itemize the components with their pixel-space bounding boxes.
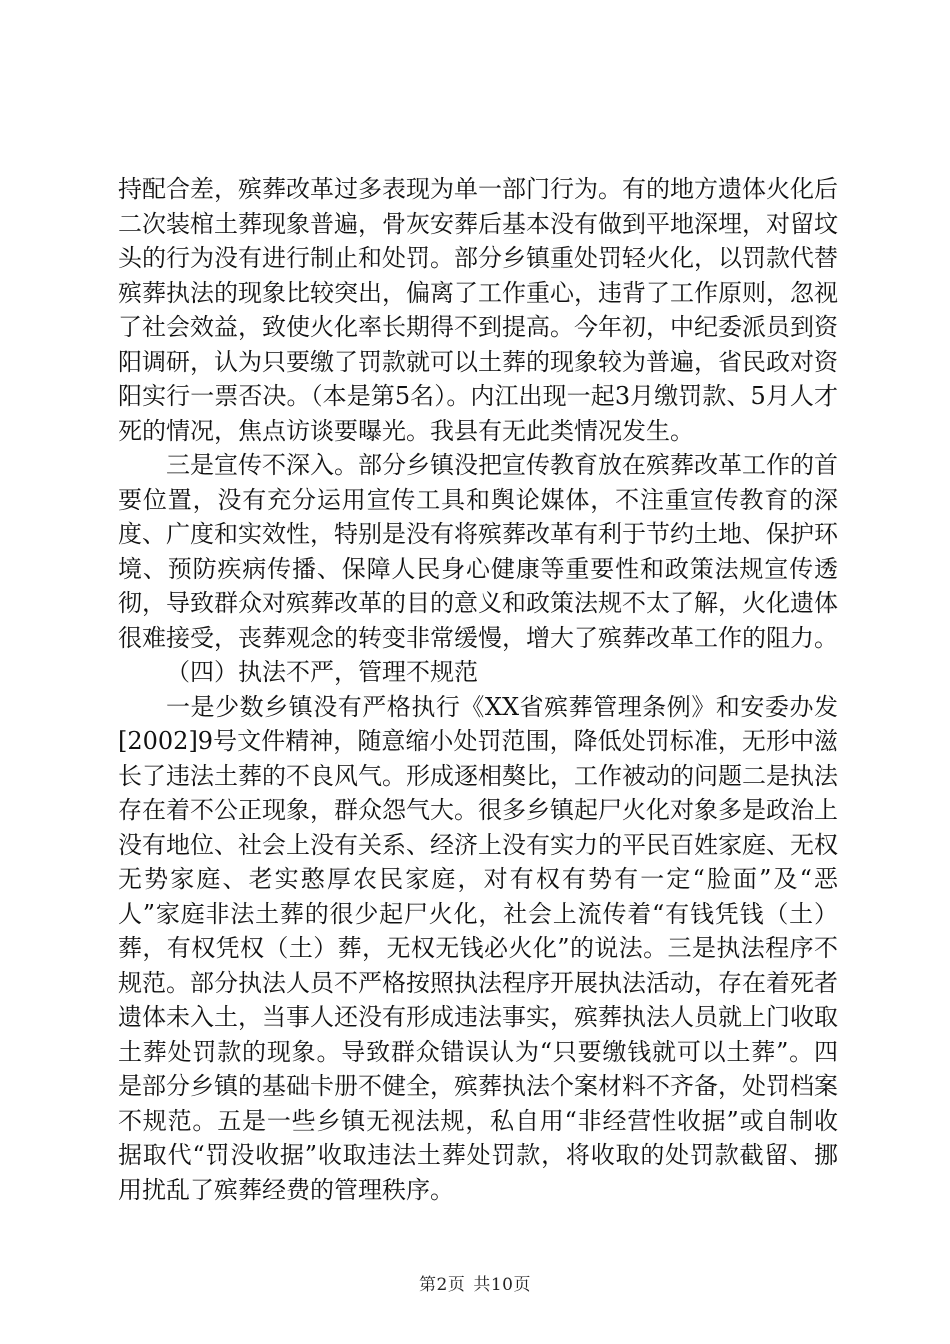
section-heading: （四）执法不严，管理不规范 <box>166 658 478 686</box>
page-footer <box>0 1270 950 1295</box>
paragraph-continuation: 持配合差，殡葬改革过多表现为单一部门行为。有的地方遗体火化后二次装棺土葬现象普遍，骨灰安葬后基本没有做到平地深埋，对留坟头的行为没有进行制止和处罚。部分乡镇重处罚轻火化，以罚款代替殡葬执法的现象比较突出，偏离了工作重心，违背了工作原则，忽视了社会效益，致使火化率长期得不到提高。今年初，中纪委派员到资阳调研，认为只要缴了罚款就可以土葬的现象较为普遍，省民政对资阳实行一票否决。（本是第5名）。内江出现一起3月缴罚款、5月人才死的情况，焦点访谈要曝光。我县有无此类情况发生。 <box>118 175 838 445</box>
page-number: 第2页 <box>419 1275 466 1295</box>
document-body <box>118 172 838 1207</box>
paragraph-publicity: 三是宣传不深入。部分乡镇没把宣传教育放在殡葬改革工作的首要位置，没有充分运用宣传工具和舆论媒体，不注重宣传教育的深度、广度和实效性，特别是没有将殡葬改革有利于节约土地、保护环境、预防疾病传播、保障人民身心健康等重要性和政策法规宣传透彻，导致群众对殡葬改革的目的意义和政策法规不太了解，火化遗体很难接受，丧葬观念的转变非常缓慢，增大了殡葬改革工作的阻力。 <box>118 451 838 652</box>
paragraph-enforcement: 一是少数乡镇没有严格执行《XX省殡葬管理条例》和安委办发[2002]9号文件精神，随意缩小处罚范围，降低处罚标准，无形中滋长了违法土葬的不良风气。形成逐相獒比，工作被动的问题二是执法存在着不公正现象，群众怨气大。很多乡镇起尸火化对象多是政治上没有地位、社会上没有关系、经济上没有实力的平民百姓家庭、无权无势家庭、老实憨厚农民家庭，对有权有势有一定“脸面”及“恶人”家庭非法土葬的很少起尸火化，社会上流传着“有钱凭钱（土）葬，有权凭权（土）葬，无权无钱必火化”的说法。三是执法程序不规范。部分执法人员不严格按照执法程序开展执法活动，存在着死者遗体未入土，当事人还没有形成违法事实，殡葬执法人员就上门收取土葬处罚款的现象。导致群众错误认为“只要缴钱就可以土葬”。四是部分乡镇的基础卡册不健全，殡葬执法个案材料不齐备，处罚档案不规范。五是一些乡镇无视法规，私自用“非经营性收据”或自制收据取代“罚没收据”收取违法土葬处罚款，将收取的处罚款截留、挪用扰乱了殡葬经费的管理秩序。 <box>118 692 838 1204</box>
page-total: 共10页 <box>473 1275 531 1295</box>
